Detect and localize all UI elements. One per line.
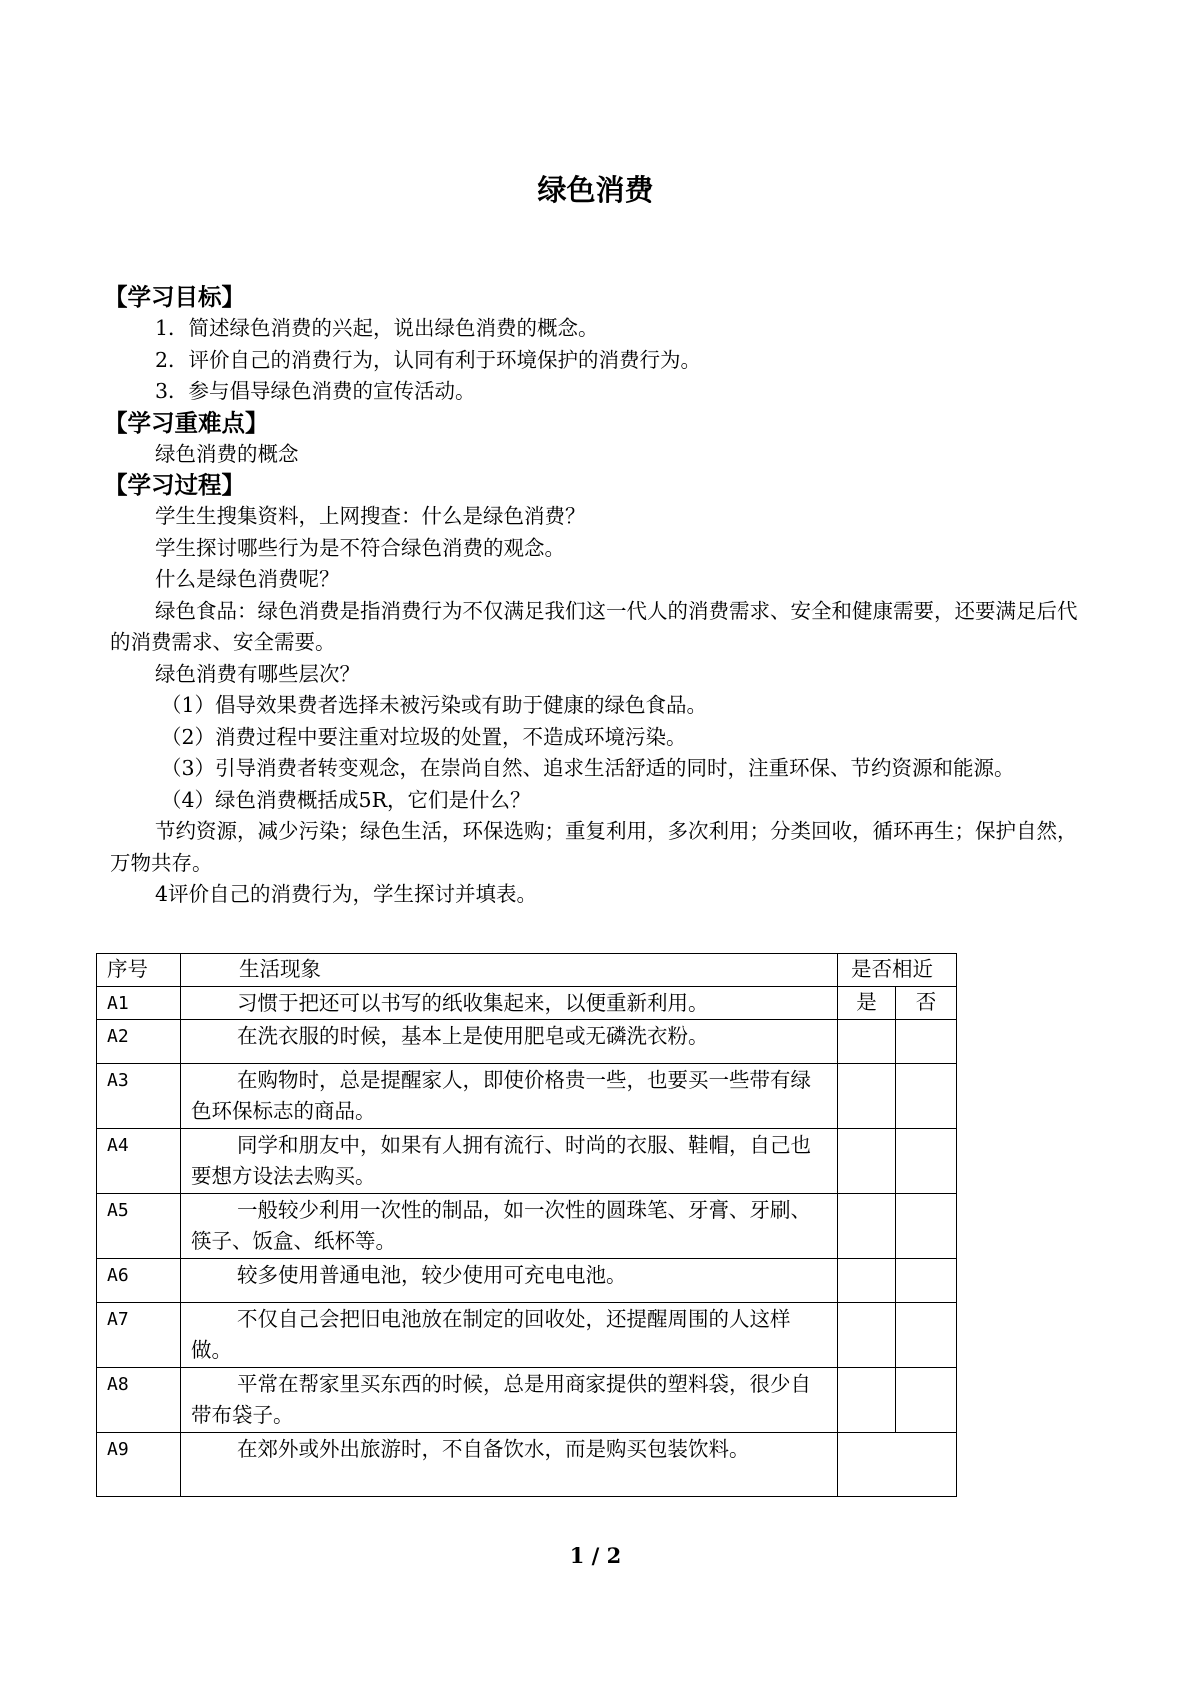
- no-cell[interactable]: [896, 1129, 957, 1194]
- no-cell[interactable]: [896, 1303, 957, 1368]
- yes-cell[interactable]: [838, 1129, 896, 1194]
- table-row: [97, 1303, 957, 1368]
- process-heading: 【学习过程】: [104, 471, 245, 499]
- process-paragraph: 什么是绿色消费呢？: [155, 567, 340, 591]
- row-id: A9: [97, 1433, 181, 1497]
- no-cell[interactable]: [896, 1259, 957, 1303]
- document-body: [104, 282, 1095, 911]
- row-text: 同学和朋友中，如果有人拥有流行、时尚的衣服、鞋帽，自己也要想方设法去购买。: [181, 1129, 838, 1194]
- process-paragraph: 4评价自己的消费行为，学生探讨并填表。: [155, 882, 538, 906]
- row-id: A8: [97, 1368, 181, 1433]
- yes-cell[interactable]: [838, 1064, 896, 1129]
- objective-item: 1．简述绿色消费的兴起，说出绿色消费的概念。: [155, 316, 599, 340]
- table-header-row: [97, 954, 957, 987]
- table-row: [97, 1368, 957, 1433]
- process-paragraph: 绿色食品：绿色消费是指消费行为不仅满足我们这一代人的消费需求、安全和健康需要，还要满足后代的消费需求、安全需要。: [110, 598, 1078, 654]
- row-text: 一般较少利用一次性的制品，如一次性的圆珠笔、牙膏、牙刷、筷子、饭盒、纸杯等。: [181, 1194, 838, 1259]
- process-paragraph: （1）倡导效果费者选择未被污染或有助于健康的绿色食品。: [161, 693, 708, 717]
- judge-cell[interactable]: [838, 1433, 957, 1497]
- header-yes: 是: [838, 987, 896, 1020]
- table-row: [97, 1064, 957, 1129]
- yes-cell[interactable]: [838, 1303, 896, 1368]
- process-paragraph: 绿色消费有哪些层次？: [155, 661, 360, 686]
- header-desc: 生活现象: [181, 954, 838, 987]
- keypoints-text: 绿色消费的概念: [155, 441, 299, 466]
- header-judge: 是否相近: [838, 954, 957, 987]
- process-paragraph: （3）引导消费者转变观念，在崇尚自然、追求生活舒适的同时，注重环保、节约资源和能源。: [161, 756, 1015, 780]
- row-id: A5: [97, 1194, 181, 1259]
- yes-cell[interactable]: [838, 1259, 896, 1303]
- table-row: [97, 1020, 957, 1064]
- no-cell[interactable]: [896, 1368, 957, 1433]
- header-no-label: 否: [896, 987, 957, 1020]
- behavior-survey-table: [96, 953, 957, 1497]
- table-row: [97, 1433, 957, 1497]
- yes-cell[interactable]: [838, 1368, 896, 1433]
- row-id: A3: [97, 1064, 181, 1129]
- process-paragraph: 学生探讨哪些行为是不符合绿色消费的观念。: [155, 535, 565, 560]
- row-id: A7: [97, 1303, 181, 1368]
- document-title: 绿色消费: [537, 173, 654, 207]
- row-text: 在购物时，总是提醒家人，即使价格贵一些，也要买一些带有绿色环保标志的商品。: [181, 1064, 838, 1129]
- table-row: [97, 1259, 957, 1303]
- row-text: 不仅自己会把旧电池放在制定的回收处，还提醒周围的人这样做。: [181, 1303, 838, 1368]
- row-text: 在洗衣服的时候，基本上是使用肥皂或无磷洗衣粉。: [181, 1020, 838, 1064]
- process-paragraph: 学生生搜集资料，上网搜查：什么是绿色消费？: [155, 504, 586, 528]
- process-paragraph: （2）消费过程中要注重对垃圾的处置，不造成环境污染。: [161, 724, 687, 749]
- objective-item: 3．参与倡导绿色消费的宣传活动。: [155, 379, 476, 403]
- no-cell[interactable]: [896, 1020, 957, 1064]
- table-row: [97, 1194, 957, 1259]
- row-text: 习惯于把还可以书写的纸收集起来，以便重新利用。: [181, 987, 838, 1020]
- table-row: [97, 987, 957, 1020]
- no-cell[interactable]: [896, 1194, 957, 1259]
- no-cell[interactable]: [896, 1064, 957, 1129]
- row-id: A1: [97, 987, 181, 1020]
- row-id: A4: [97, 1129, 181, 1194]
- row-text: 在郊外或外出旅游时，不自备饮水，而是购买包装饮料。: [181, 1433, 838, 1497]
- row-text: 平常在帮家里买东西的时候，总是用商家提供的塑料袋，很少自带布袋子。: [181, 1368, 838, 1433]
- keypoints-heading: 【学习重难点】: [104, 408, 269, 437]
- row-text: 较多使用普通电池，较少使用可充电电池。: [181, 1259, 838, 1303]
- table-row: [97, 1129, 957, 1194]
- objectives-heading: 【学习目标】: [104, 283, 245, 311]
- process-paragraph: （4）绿色消费概括成5R，它们是什么？: [161, 787, 531, 812]
- header-no: 序号: [97, 954, 181, 987]
- page-number: 1 / 2: [569, 1543, 622, 1568]
- yes-cell[interactable]: [838, 1020, 896, 1064]
- row-id: A6: [97, 1259, 181, 1303]
- yes-cell[interactable]: [838, 1194, 896, 1259]
- objective-item: 2．评价自己的消费行为，认同有利于环境保护的消费行为。: [155, 347, 702, 372]
- row-id: A2: [97, 1020, 181, 1064]
- process-paragraph: 节约资源，减少污染；绿色生活，环保选购；重复利用，多次利用；分类回收，循环再生；保护自然，万物共存。: [110, 819, 1078, 875]
